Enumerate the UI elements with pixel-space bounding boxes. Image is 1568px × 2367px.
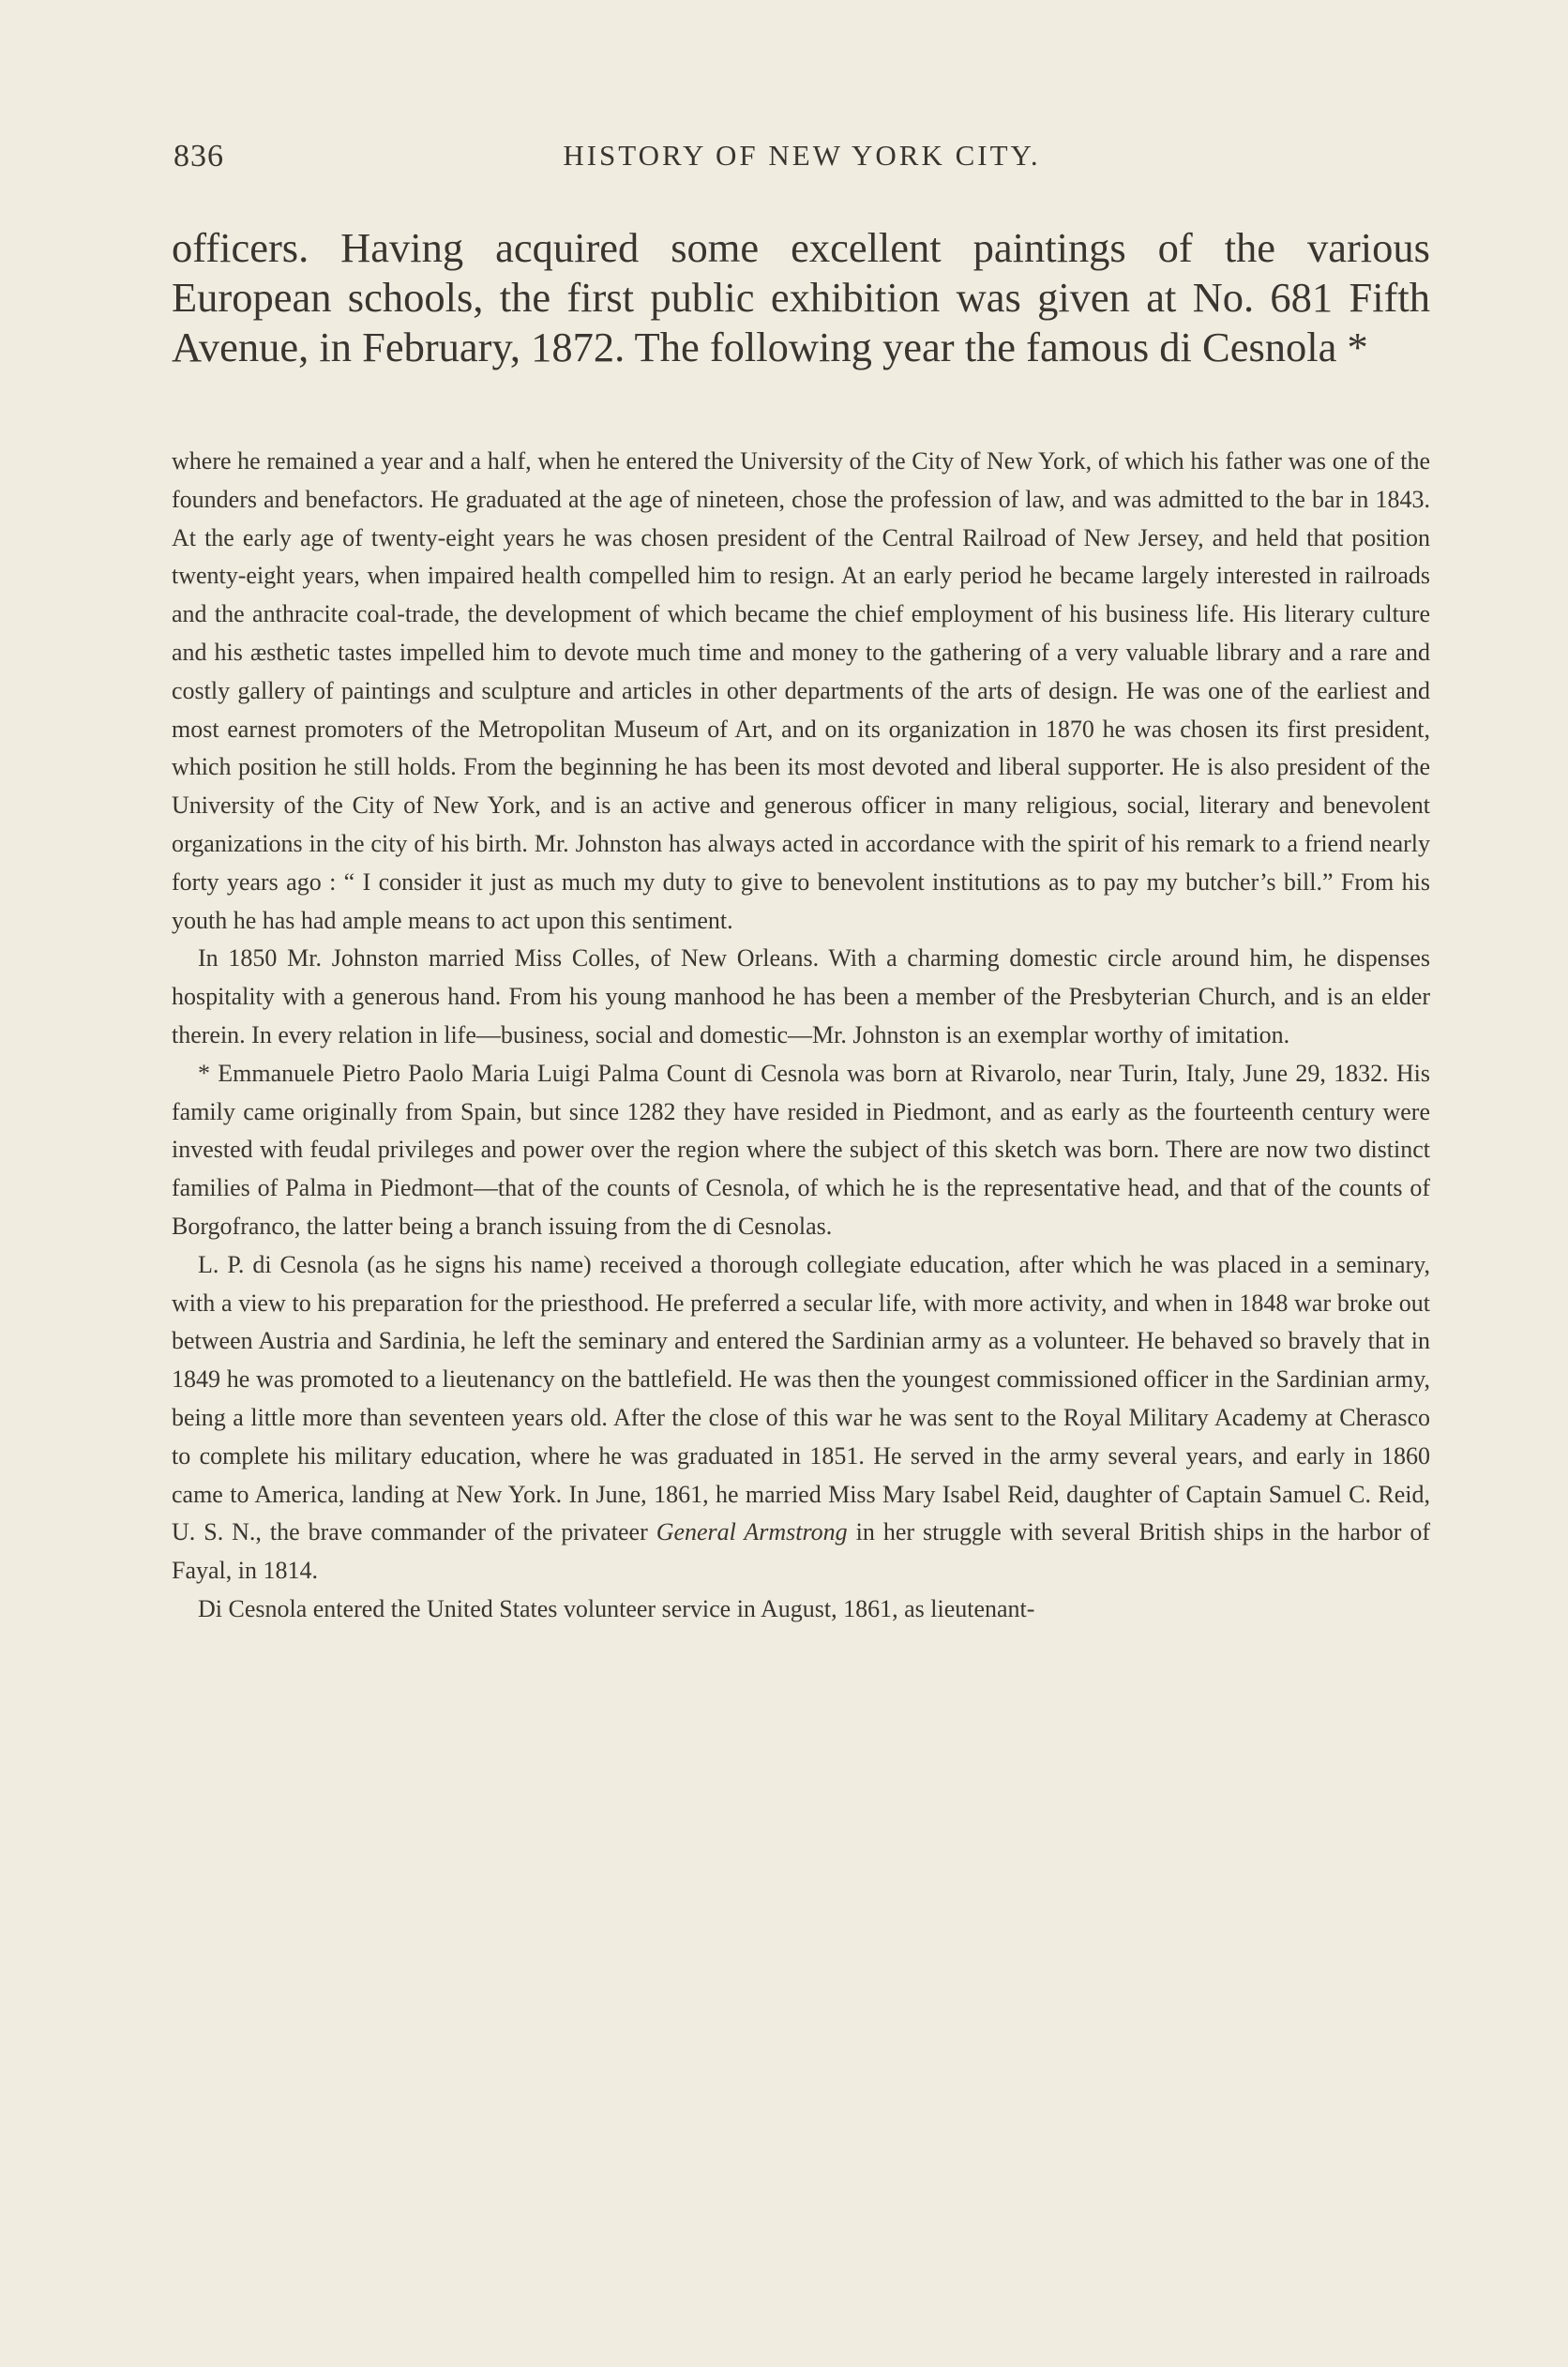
footnotes — [172, 443, 1430, 1629]
main-text-line: Avenue, in February, 1872. The following year the famous di Cesnola * — [172, 324, 1368, 370]
main-text-line: European schools, the first public exhibition was given at No. 681 Fifth — [172, 274, 1430, 321]
ship-name: General Armstrong — [656, 1518, 848, 1546]
footnote-text: in her struggle with several British ships in the harbor of Fayal, in 1814. — [172, 1518, 1431, 1585]
page-number: 836 — [173, 139, 224, 173]
main-text-line: officers. Having acquired some excellent paintings of the various — [172, 224, 1430, 271]
footnote-cesnola-intro: * Emmanuele Pietro Paolo Maria Luigi Palma Count di Cesnola was born at Rivarolo, near Turin, Italy, June 29, 1832. His family came originally from Spain, but since 1282 they have resided in Piedmont, and as early as the fourteenth century were invested with feudal privileges and power over the region where the subject of this sketch was born. There are now two distinct families of Palma in Piedmont—that of the counts of Cesnola, of which he is the representative head, and that of the counts of Borgofranco, the latter being a branch issuing from the di Cesnolas. — [172, 1059, 1430, 1240]
running-head: HISTORY OF NEW YORK CITY. — [563, 139, 1041, 172]
footnote-cesnola-career — [172, 1246, 1430, 1591]
footnote-text: L. P. di Cesnola (as he signs his name) received a thorough collegiate education, after which he was placed in a seminary, with a view to his preparation for the priesthood. He preferred a secular life, with more activity, and when in 1848 war broke out between Austria and Sardinia, he left the seminary and entered the Sardinian army as a volunteer. He behaved so bravely that in 1849 he was promoted to a lieutenancy on the battlefield. He was then the youngest commissioned officer in the Sardinian army, being a little more than seventeen years old. After the close of this war he was sent to the Royal Military Academy at Cherasco to complete his military education, where he was graduated in 1851. He served in the army several years, and early in 1860 came to America, landing at New York. In June, 1861, he married Miss Mary Isabel Reid, daughter of Captain Samuel C. Reid, U. S. N., the brave commander of the privateer — [172, 1250, 1430, 1546]
footnote-johnston-continued: where he remained a year and a half, when he entered the University of the City of New York, of which his father was one of the founders and benefactors. He graduated at the age of nineteen, chose the profession of law, and was admitted to the bar in 1843. At the early age of twenty-eight years he was chosen president of the Central Railroad of New Jersey, and held that position twenty-eight years, when impaired health compelled him to resign. At an early period he became largely interested in railroads and the anthracite coal-trade, the development of which became the chief employment of his business life. His literary culture and his æsthetic tastes impelled him to devote much time and money to the gathering of a very valuable library and a rare and costly gallery of paintings and sculpture and articles in other departments of the arts of design. He was one of the earliest and most earnest promoters of the Metropolitan Museum of Art, and on its organization in 1870 he was chosen its first president, which position he still holds. From the beginning he has been its most devoted and liberal supporter. He is also president of the University of the City of New York, and is an active and generous officer in many religious, social, literary and benevolent organizations in the city of his birth. Mr. Johnston has always acted in accordance with the spirit of his remark to a friend nearly forty years ago : “ I consider it just as much my duty to give to benevolent institutions as to pay my butcher’s bill.” From his youth he has had ample means to act upon this sentiment. — [172, 447, 1430, 934]
main-text — [172, 223, 1430, 372]
page-header — [173, 139, 1430, 186]
footnote-cesnola-service: Di Cesnola entered the United States volunteer service in August, 1861, as lieutenant- — [198, 1594, 1035, 1622]
footnote-johnston-marriage: In 1850 Mr. Johnston married Miss Colles, of New Orleans. With a charming domestic circle around him, he dispenses hospitality with a generous hand. From his young manhood he has been a member of the Presbyterian Church, and is an elder therein. In every relation in life—business, social and domestic—Mr. Johnston is an exemplar worthy of imitation. — [172, 944, 1430, 1048]
